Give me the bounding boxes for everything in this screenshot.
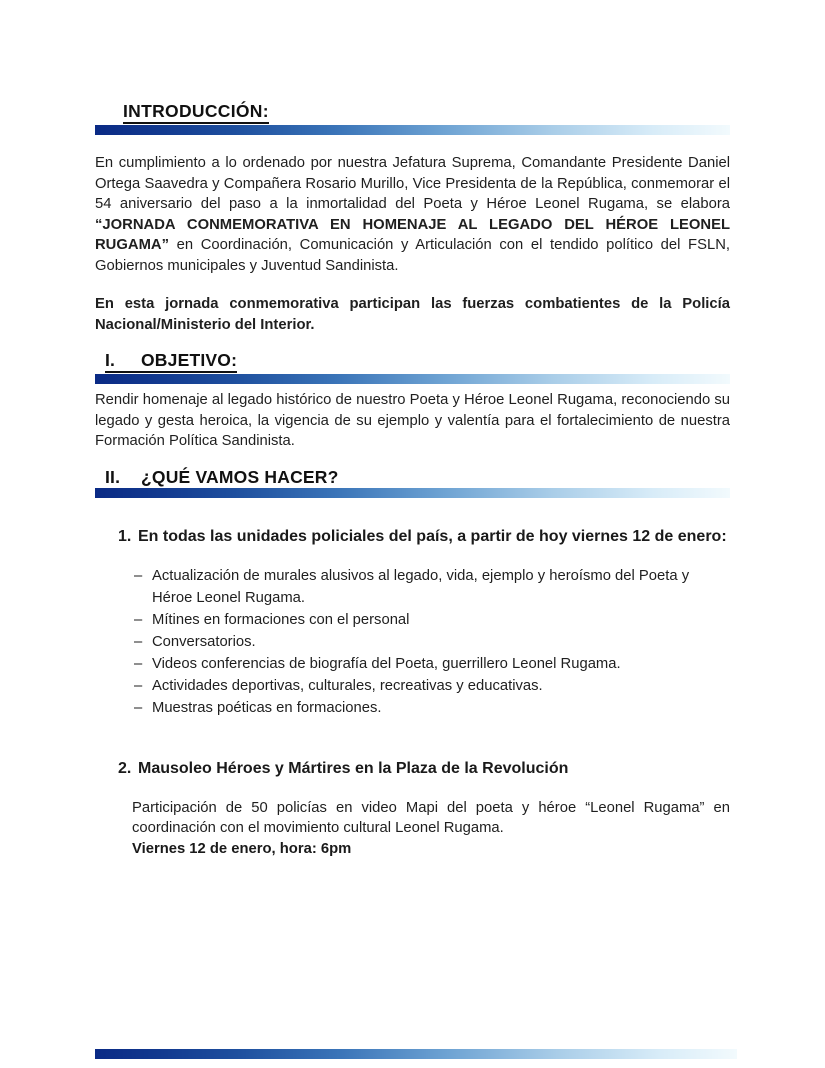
objetivo-heading-number: I. [105,350,116,370]
intro-heading [123,101,730,124]
intro-heading-text: INTRODUCCIÓN: [123,101,269,124]
intro-paragraph-post: en Coordinación, Comunicación y Articulación con el tendido político del FSLN, Gobiernos municipales y Juventud Sandinista. [95,237,730,274]
numbered-item-2-title: Mausoleo Héroes y Mártires en la Plaza de la Revolución [138,759,569,777]
dash-bullet: – [134,677,143,694]
que-vamos-heading-text [105,467,339,487]
footer-bar [95,1049,737,1059]
intro-heading-bar [95,125,730,135]
list-item [134,565,730,609]
intro-paragraph-pre: En cumplimiento a lo ordenado por nuestra Jefatura Suprema, Comandante Presidente Daniel Ortega Saavedra y Compañera Rosario Murillo, Vice Presidenta de la República, conmemorar el 54 aniversario del paso a la inmortalidad del Poeta y Héroe Leonel Rugama, se elabora [95,155,730,212]
list-item-text: Mítines en formaciones con el personal [152,611,410,628]
numbered-item-2 [118,757,730,781]
list-item-text: Conversatorios. [152,633,256,650]
que-vamos-heading [105,467,730,487]
list-item-text: Actividades deportivas, culturales, recreativas y educativas. [152,677,543,694]
objetivo-paragraph: Rendir homenaje al legado histórico de nuestro Poeta y Héroe Leonel Rugama, reconociendo su legado y gesta heroica, la vigencia de su ejemplo y valentía para el fortalecimiento de nuestra Formación Política Sandinista. [95,392,730,449]
numbered-item-1-title: En todas las unidades policiales del país, a partir de hoy viernes 12 de enero: [138,527,727,545]
dash-bullet: – [134,567,143,584]
intro-paragraph-bold: “JORNADA CONMEMORATIVA EN HOMENAJE AL LEGADO DEL HÉROE LEONEL RUGAMA” [95,216,730,253]
list-item-text: Actualización de murales alusivos al legado, vida, ejemplo y heroísmo del Poeta y Héroe Leonel Rugama. [152,567,690,606]
activities-list [95,565,730,719]
document-content [0,101,825,859]
participants-paragraph: En esta jornada conmemorativa participan las fuerzas combatientes de la Policía Nacional/Ministerio del Interior. [95,296,730,333]
que-vamos-heading-title: ¿QUÉ VAMOS HACER? [141,466,339,487]
que-vamos-heading-number: II. [105,466,121,487]
list-item [134,631,730,653]
numbered-item-2-number: 2. [118,759,132,777]
list-item [134,653,730,675]
dash-bullet: – [134,699,143,716]
list-item-text: Muestras poéticas en formaciones. [152,699,382,716]
mausoleo-paragraph: Participación de 50 policías en video Mapi del poeta y héroe “Leonel Rugama” en coordinación con el movimiento cultural Leonel Rugama. [132,799,730,836]
list-item [134,675,730,697]
dash-bullet: – [134,633,143,650]
objetivo-heading [105,350,730,373]
objetivo-heading-bar [95,374,730,384]
dash-bullet: – [134,655,143,672]
numbered-item-1-number: 1. [118,527,132,545]
list-item-text: Videos conferencias de biografía del Poeta, guerrillero Leonel Rugama. [152,655,621,672]
schedule-line: Viernes 12 de enero, hora: 6pm [132,840,352,857]
que-vamos-heading-bar [95,488,730,498]
intro-paragraph [95,153,730,276]
objetivo-heading-title: OBJETIVO: [141,350,238,370]
list-item [134,609,730,631]
list-item [134,697,730,719]
objetivo-heading-text [105,350,237,373]
numbered-item-1 [118,525,730,549]
dash-bullet: – [134,611,143,628]
